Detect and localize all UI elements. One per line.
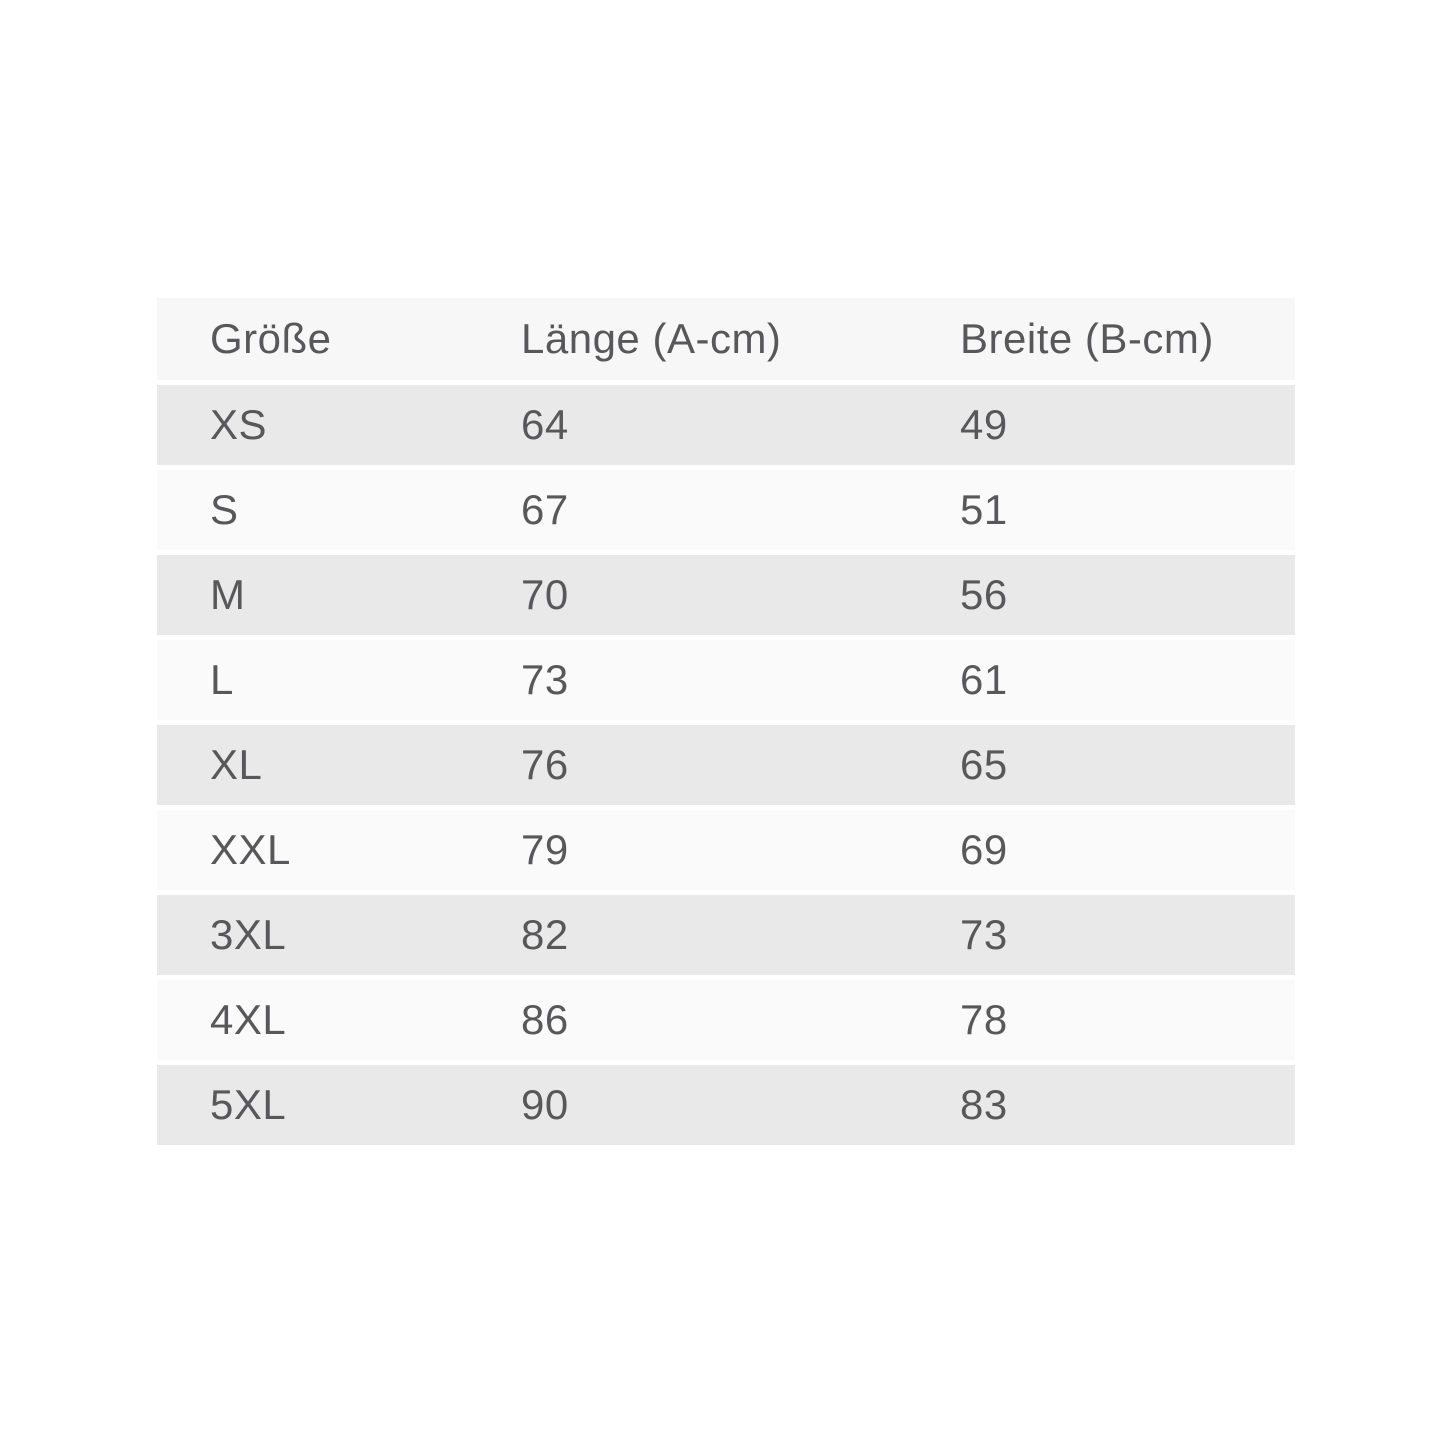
table-row xyxy=(157,810,1295,890)
cell-size: XXL xyxy=(210,826,291,873)
cell-size: M xyxy=(210,571,246,618)
size-chart-table xyxy=(157,298,1295,1150)
table-row xyxy=(157,470,1295,550)
cell-width: 56 xyxy=(960,571,1008,618)
header-row xyxy=(157,298,1295,380)
cell-width: 78 xyxy=(960,996,1008,1043)
table-row xyxy=(157,895,1295,975)
header-cell-length: Länge (A-cm) xyxy=(521,315,782,362)
cell-length: 73 xyxy=(521,656,569,703)
cell-length: 67 xyxy=(521,486,569,533)
table-row xyxy=(157,980,1295,1060)
header-cell-size: Größe xyxy=(210,315,332,362)
table-row xyxy=(157,640,1295,720)
cell-length: 82 xyxy=(521,911,569,958)
cell-size: XS xyxy=(210,401,268,448)
cell-length: 76 xyxy=(521,741,569,788)
cell-length: 64 xyxy=(521,401,569,448)
cell-size: S xyxy=(210,486,239,533)
cell-size: L xyxy=(210,656,234,703)
cell-size: 3XL xyxy=(210,911,287,958)
cell-size: XL xyxy=(210,741,263,788)
cell-length: 70 xyxy=(521,571,569,618)
cell-length: 79 xyxy=(521,826,569,873)
cell-length: 86 xyxy=(521,996,569,1043)
table-row xyxy=(157,385,1295,465)
cell-width: 83 xyxy=(960,1081,1008,1128)
cell-width: 69 xyxy=(960,826,1008,873)
cell-width: 73 xyxy=(960,911,1008,958)
cell-width: 51 xyxy=(960,486,1008,533)
cell-length: 90 xyxy=(521,1081,569,1128)
cell-width: 49 xyxy=(960,401,1008,448)
table-row xyxy=(157,555,1295,635)
cell-width: 65 xyxy=(960,741,1008,788)
table-row xyxy=(157,1065,1295,1145)
cell-width: 61 xyxy=(960,656,1008,703)
table-row xyxy=(157,725,1295,805)
header-cell-width: Breite (B-cm) xyxy=(960,315,1214,362)
cell-size: 4XL xyxy=(210,996,287,1043)
cell-size: 5XL xyxy=(210,1081,287,1128)
